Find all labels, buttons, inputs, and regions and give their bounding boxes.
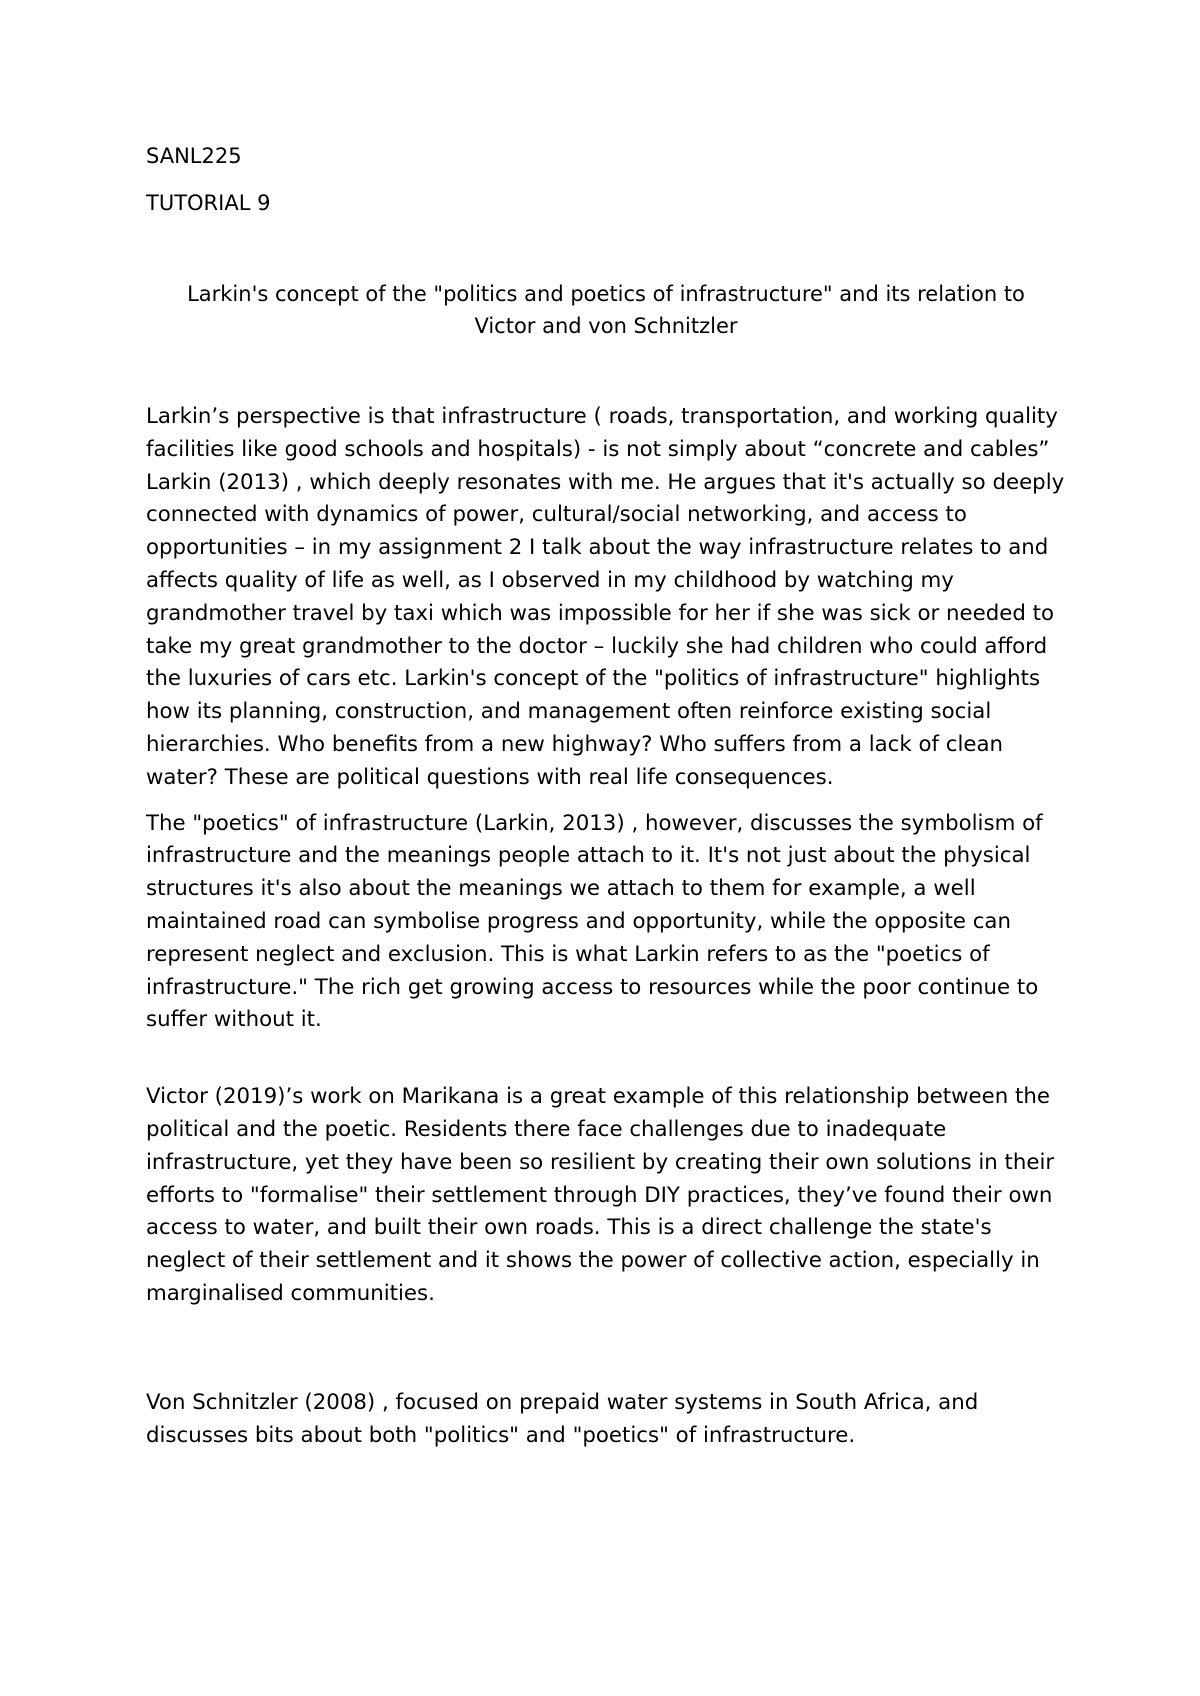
tutorial-number: TUTORIAL 9 — [146, 191, 271, 215]
course-code: SANL225 — [146, 144, 242, 168]
paragraph-larkin-poetics: The "poetics" of infrastructure (Larkin, 2013) , however, discusses the symbolism of infrastructure and the meanings people attach to it. It's not just about the physical structures it's also about the meanings we attach to them for example, a well maintained road can symbolise progress and opportunity, while the opposite can represent neglect and exclusion. This is what Larkin refers to as the "poetics of infrastructure." The rich get growing access to resources while the poor continue to suffer without it. — [146, 810, 1043, 1033]
paragraph-von-schnitzler: Von Schnitzler (2008) , focused on prepaid water systems in South Africa, and discusses bits about both "politics" and "poetics" of infrastructure. — [146, 1389, 979, 1448]
essay-title: Larkin's concept of the "politics and poetics of infrastructure" and its relation to Victor and von Schnitzler — [187, 282, 1025, 338]
paragraph-victor: Victor (2019)’s work on Marikana is a great example of this relationship between the political and the poetic. Residents there face challenges due to inadequate infrastructure, yet they have been so resilient by creating their own solutions in their efforts to "formalise" their settlement through DIY practices, they’ve found their own access to water, and built their own roads. This is a direct challenge the state's neglect of their settlement and it shows the power of collective action, especially in marginalised communities. — [146, 1084, 1055, 1306]
paragraph-larkin-politics: Larkin’s perspective is that infrastructure ( roads, transportation, and working quality facilities like good schools and hospitals) - is not simply about “concrete and cables” Larkin (2013) , which deeply resonates with me. He argues that it's actually so deeply connected with dynamics of power, cultural/social networking, and access to opportunities – in my assignment 2 I talk about the way infrastructure relates to and affects quality of life as well, as I observed in my childhood by watching my grandmother travel by taxi which was impossible for her if she was sick or needed to take my great grandmother to the doctor – luckily she had children who could afford the luxuries of cars etc. Larkin's concept of the "politics of infrastructure" highlights how its planning, construction, and management often reinforce existing social hierarchies. Who benefits from a new highway? Who suffers from a lack of clean water? These are political questions with real life consequences. — [146, 404, 1065, 790]
document-page — [146, 140, 1066, 1452]
